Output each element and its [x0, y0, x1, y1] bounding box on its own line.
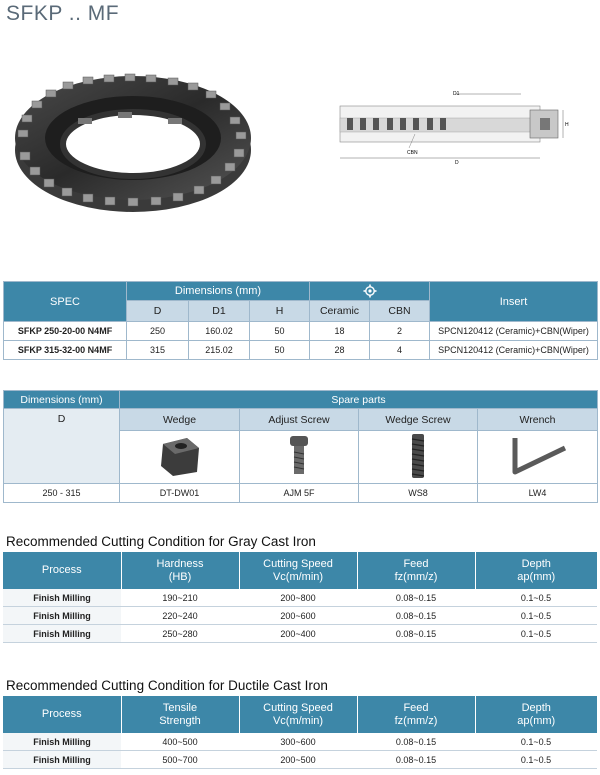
- label-d: D: [455, 160, 459, 166]
- feed-cell: 0.08~0.15: [357, 589, 475, 607]
- d1-header: D1: [189, 301, 250, 322]
- tensile-cell: 500~700: [121, 751, 239, 769]
- hardness-cell: 220~240: [121, 607, 239, 625]
- feed-header: [357, 552, 475, 589]
- ductile-cast-iron-table: [3, 696, 597, 769]
- feed-unit: fz(mm/z): [394, 570, 438, 583]
- d-header: D: [4, 409, 120, 484]
- h-header: H: [250, 301, 310, 322]
- dimensions-header: Dimensions (mm): [4, 391, 120, 409]
- depth-cell: 0.1~0.5: [475, 589, 597, 607]
- tensile-cell: 400~500: [121, 733, 239, 751]
- gray-cast-iron-table: [3, 552, 597, 643]
- label-cbn: CBN: [407, 150, 418, 156]
- hardness-header: [121, 552, 239, 589]
- process-header: Process: [3, 552, 121, 589]
- spec-table: [3, 281, 598, 360]
- technical-drawing: [335, 88, 575, 168]
- feed-label: Feed: [403, 701, 429, 714]
- gear-icon: [363, 284, 377, 298]
- gray-section-heading: Recommended Cutting Condition for Gray Cast Iron: [6, 534, 316, 549]
- d1-cell: 215.02: [189, 341, 250, 360]
- d-cell: 250: [127, 322, 189, 341]
- strength-label: Strength: [159, 714, 201, 727]
- spec-cell: SFKP 315-32-00 N4MF: [4, 341, 127, 360]
- page-title: SFKP .. MF: [6, 2, 120, 25]
- depth-label: Depth: [521, 701, 551, 714]
- speed-cell: 200~600: [239, 607, 357, 625]
- feed-cell: 0.08~0.15: [357, 751, 475, 769]
- process-header: Process: [3, 696, 121, 733]
- wrench-cell: LW4: [478, 484, 598, 503]
- table-row: [4, 484, 598, 503]
- table-row: [4, 322, 598, 341]
- table-row: [4, 341, 598, 360]
- cutting-speed-header: [239, 696, 357, 733]
- feed-label: Feed: [403, 557, 429, 570]
- spare-parts-header: Spare parts: [120, 391, 598, 409]
- wedge-image: [120, 431, 240, 484]
- depth-label: Depth: [521, 557, 551, 570]
- d-cell: 250 - 315: [4, 484, 120, 503]
- depth-unit: ap(mm): [517, 714, 556, 727]
- d1-cell: 160.02: [189, 322, 250, 341]
- insert-count-header: [310, 282, 430, 301]
- table-row: [3, 589, 597, 607]
- tensile-strength-header: [121, 696, 239, 733]
- speed-cell: 300~600: [239, 733, 357, 751]
- ceramic-cell: 28: [310, 341, 370, 360]
- table-row: [3, 625, 597, 643]
- label-h: H: [565, 122, 569, 128]
- wedge-screw-image: [359, 431, 478, 484]
- adjust-screw-icon: [284, 434, 314, 478]
- speed-cell: 200~800: [239, 589, 357, 607]
- spec-header: SPEC: [4, 282, 127, 322]
- cutting-speed-unit: Vc(m/min): [272, 714, 324, 727]
- cutting-speed-header: [239, 552, 357, 589]
- insert-header: Insert: [430, 282, 598, 322]
- adjust-screw-cell: AJM 5F: [240, 484, 359, 503]
- wedge-screw-cell: WS8: [359, 484, 478, 503]
- cutting-speed-label: Cutting Speed: [263, 557, 333, 570]
- wrench-header: Wrench: [478, 409, 598, 431]
- feed-cell: 0.08~0.15: [357, 733, 475, 751]
- hardness-unit: (HB): [168, 570, 192, 583]
- wedge-screw-header: Wedge Screw: [359, 409, 478, 431]
- cutting-speed-unit: Vc(m/min): [272, 570, 324, 583]
- feed-header: [357, 696, 475, 733]
- wedge-cell: DT-DW01: [120, 484, 240, 503]
- wrench-icon: [503, 434, 573, 478]
- tensile-label: Tensile: [162, 701, 198, 714]
- h-cell: 50: [250, 322, 310, 341]
- d-header: D: [127, 301, 189, 322]
- depth-cell: 0.1~0.5: [475, 733, 597, 751]
- cutting-speed-label: Cutting Speed: [263, 701, 333, 714]
- table-row: [3, 607, 597, 625]
- h-cell: 50: [250, 341, 310, 360]
- wedge-header: Wedge: [120, 409, 240, 431]
- spec-cell: SFKP 250-20-00 N4MF: [4, 322, 127, 341]
- process-cell: Finish Milling: [3, 751, 121, 769]
- depth-unit: ap(mm): [517, 570, 556, 583]
- label-d1: D1: [453, 91, 460, 97]
- cbn-cell: 4: [370, 341, 430, 360]
- depth-header: [475, 696, 597, 733]
- depth-cell: 0.1~0.5: [475, 607, 597, 625]
- table-row: [3, 733, 597, 751]
- ceramic-cell: 18: [310, 322, 370, 341]
- speed-cell: 200~500: [239, 751, 357, 769]
- depth-cell: 0.1~0.5: [475, 625, 597, 643]
- d-cell: 315: [127, 341, 189, 360]
- depth-header: [475, 552, 597, 589]
- insert-cell: SPCN120412 (Ceramic)+CBN(Wiper): [430, 322, 598, 341]
- adjust-screw-image: [240, 431, 359, 484]
- cbn-header: CBN: [370, 301, 430, 322]
- milling-cutter-image: [8, 60, 258, 220]
- spare-parts-table: [3, 390, 598, 503]
- hardness-cell: 190~210: [121, 589, 239, 607]
- process-cell: Finish Milling: [3, 625, 121, 643]
- feed-cell: 0.08~0.15: [357, 607, 475, 625]
- ductile-section-heading: Recommended Cutting Condition for Ductile Cast Iron: [6, 678, 328, 693]
- dimensions-header: Dimensions (mm): [127, 282, 310, 301]
- adjust-screw-header: Adjust Screw: [240, 409, 359, 431]
- process-cell: Finish Milling: [3, 733, 121, 751]
- hardness-label: Hardness: [156, 557, 204, 570]
- speed-cell: 200~400: [239, 625, 357, 643]
- ceramic-header: Ceramic: [310, 301, 370, 322]
- wrench-image: [478, 431, 598, 484]
- wedge-screw-icon: [406, 432, 430, 480]
- cbn-cell: 2: [370, 322, 430, 341]
- wedge-icon: [157, 434, 203, 478]
- depth-cell: 0.1~0.5: [475, 751, 597, 769]
- feed-cell: 0.08~0.15: [357, 625, 475, 643]
- hardness-cell: 250~280: [121, 625, 239, 643]
- feed-unit: fz(mm/z): [394, 714, 438, 727]
- process-cell: Finish Milling: [3, 607, 121, 625]
- insert-cell: SPCN120412 (Ceramic)+CBN(Wiper): [430, 341, 598, 360]
- process-cell: Finish Milling: [3, 589, 121, 607]
- table-row: [3, 751, 597, 769]
